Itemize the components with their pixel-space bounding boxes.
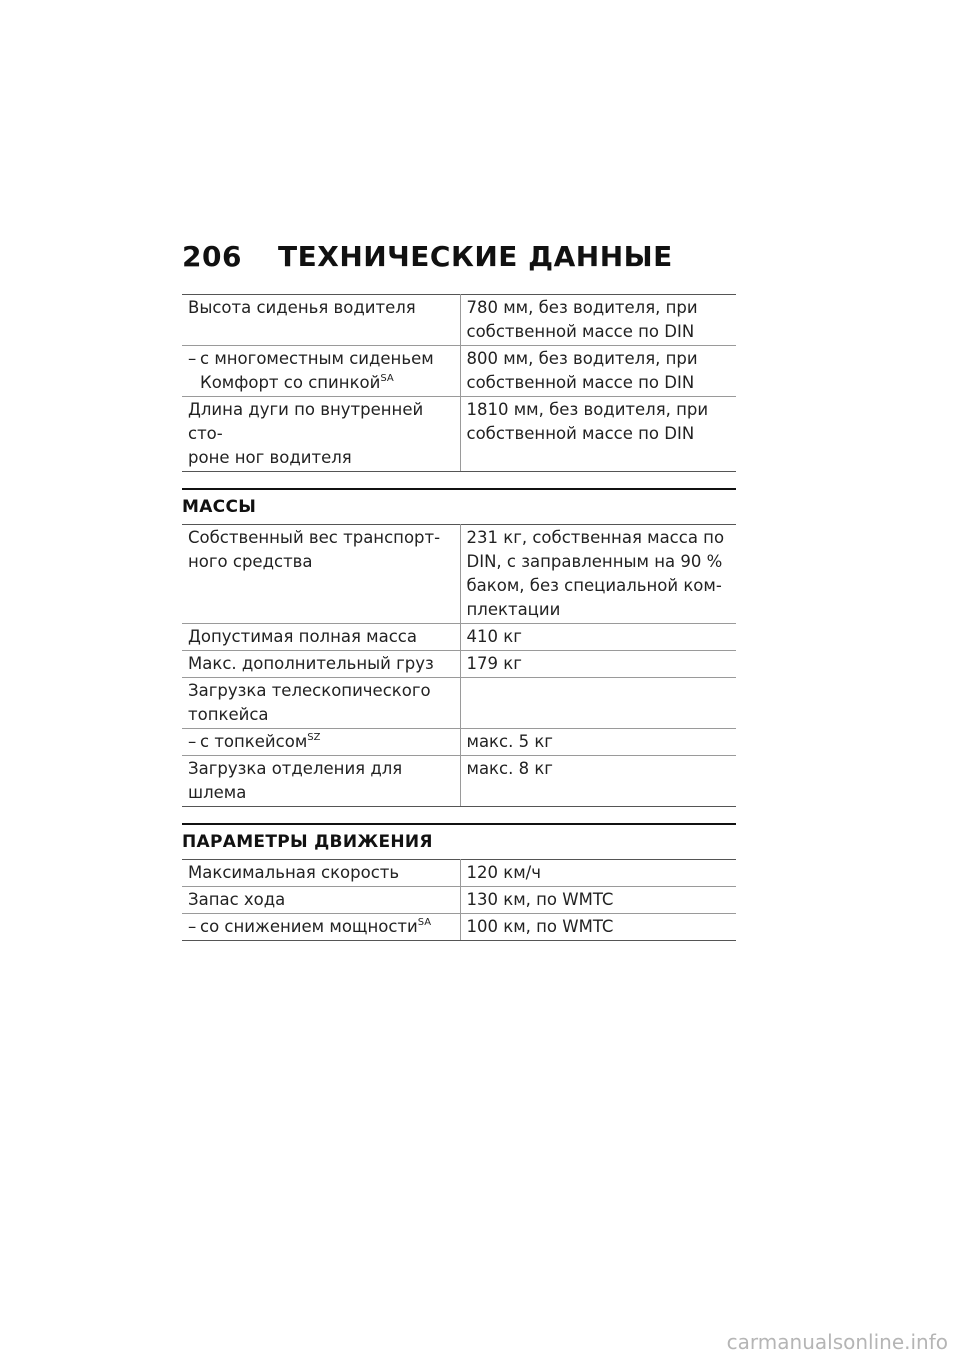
row-value: макс. 8 кг	[460, 756, 736, 807]
row-label: Загрузка отделения для шлема	[182, 756, 460, 807]
row-value-line: плектации	[466, 600, 561, 619]
row-label	[182, 729, 460, 756]
row-value-line: 800 мм, без водителя, при	[466, 349, 698, 368]
table-row	[182, 346, 736, 397]
table-row	[182, 729, 736, 756]
row-label	[182, 525, 460, 624]
row-value: 120 км/ч	[460, 860, 736, 887]
row-value-line: 1810 мм, без водителя, при	[466, 400, 709, 419]
row-value: 100 км, по WMTC	[460, 914, 736, 941]
row-label: Макс. дополнительный груз	[182, 651, 460, 678]
row-value-line: баком, без специальной ком-	[466, 576, 722, 595]
row-label	[182, 914, 460, 941]
dash-marker: –	[188, 349, 197, 368]
section-heading: МАССЫ	[182, 497, 257, 517]
row-value	[460, 295, 736, 346]
row-label-line: Собственный вес транспорт-	[188, 528, 441, 547]
row-value-line: собственной массе по DIN	[466, 373, 695, 392]
table-row	[182, 914, 736, 941]
row-value: 130 км, по WMTC	[460, 887, 736, 914]
row-label-line: Загрузка телескопического	[188, 681, 431, 700]
row-label: Запас хода	[182, 887, 460, 914]
row-label-line: Длина дуги по внутренней сто-	[188, 400, 424, 443]
row-value-line: 231 кг, собственная масса по	[466, 528, 725, 547]
row-value	[460, 346, 736, 397]
table-row	[182, 624, 736, 651]
table-row	[182, 887, 736, 914]
row-value-line: собственной массе по DIN	[466, 424, 695, 443]
masses-table	[182, 524, 736, 807]
row-label-line	[188, 371, 394, 395]
row-label: Максимальная скорость	[182, 860, 460, 887]
row-value	[460, 678, 736, 729]
row-value-line: DIN, с заправленным на 90 %	[466, 552, 723, 571]
row-label	[182, 346, 460, 397]
section-heading: ПАРАМЕТРЫ ДВИЖЕНИЯ	[182, 832, 433, 852]
dash-marker: –	[188, 732, 197, 751]
row-value	[460, 525, 736, 624]
watermark-text: carmanualsonline.info	[726, 1330, 948, 1354]
row-label-line: ного средства	[188, 552, 313, 571]
driving-table	[182, 859, 736, 941]
masses-section-header	[182, 488, 736, 524]
seat-dimensions-table	[182, 294, 736, 472]
table-row	[182, 397, 736, 472]
row-value	[460, 397, 736, 472]
row-label-line: топкейса	[188, 705, 269, 724]
table-row	[182, 860, 736, 887]
page-title: ТЕХНИЧЕСКИЕ ДАННЫЕ	[278, 240, 673, 273]
row-label	[182, 397, 460, 472]
row-label	[182, 678, 460, 729]
row-value: 410 кг	[460, 624, 736, 651]
content-area	[182, 294, 736, 941]
table-row	[182, 678, 736, 729]
row-label: Высота сиденья водителя	[182, 295, 460, 346]
page-header	[182, 240, 673, 273]
row-label-text: со снижением мощности	[200, 917, 418, 936]
table-row	[182, 525, 736, 624]
row-value: макс. 5 кг	[460, 729, 736, 756]
row-value-line: 780 мм, без водителя, при	[466, 298, 698, 317]
table-row	[182, 651, 736, 678]
row-label-text: с топкейсом	[200, 732, 308, 751]
row-label-line: роне ног водителя	[188, 448, 352, 467]
dash-marker: –	[188, 917, 197, 936]
row-label-text: Комфорт со спинкой	[200, 373, 381, 392]
option-code: SZ	[307, 732, 321, 743]
row-label-line: с многоместным сиденьем	[200, 349, 434, 368]
option-code: SA	[380, 373, 394, 384]
table-row	[182, 295, 736, 346]
row-value-line: собственной массе по DIN	[466, 322, 695, 341]
option-code: SA	[417, 917, 432, 928]
page-number: 206	[182, 240, 242, 273]
driving-section-header	[182, 823, 736, 859]
table-row	[182, 756, 736, 807]
row-label: Допустимая полная масса	[182, 624, 460, 651]
row-value: 179 кг	[460, 651, 736, 678]
